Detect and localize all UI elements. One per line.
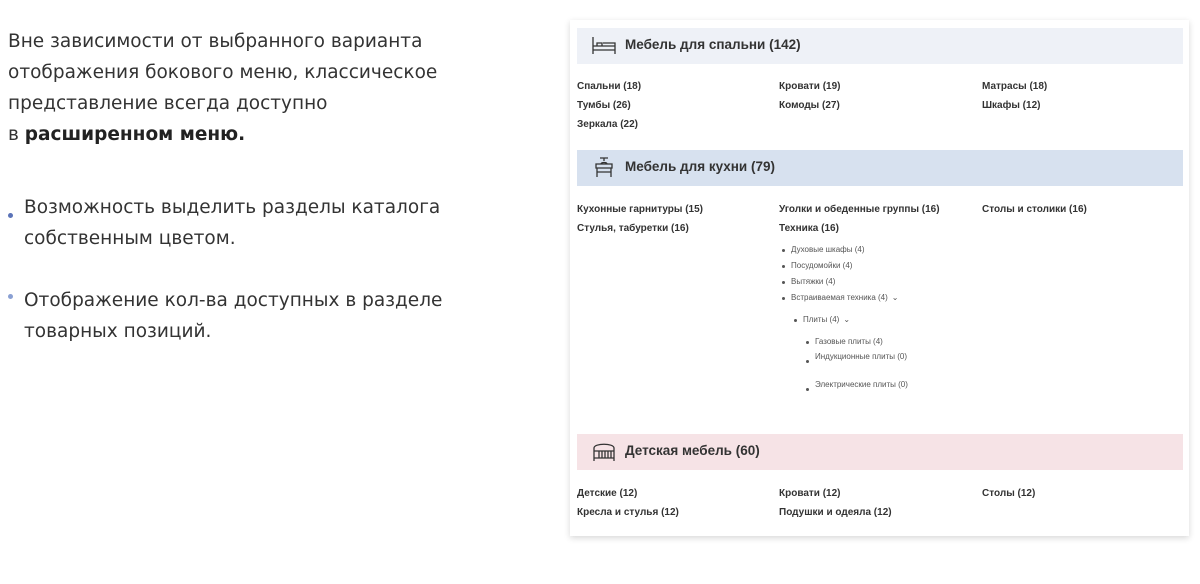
category-link[interactable]: Зеркала (22) (577, 119, 638, 130)
category-link[interactable]: Комоды (27) (779, 100, 840, 111)
bullet-dot-icon (8, 213, 13, 218)
category-title[interactable]: Мебель для кухни (79) (625, 159, 775, 174)
category-link[interactable]: Кресла и стулья (12) (577, 507, 679, 518)
category-link[interactable]: Столы и столики (16) (982, 204, 1087, 215)
bed-icon (591, 33, 617, 59)
category-link[interactable]: Кровати (12) (779, 488, 841, 499)
bullet-dot-icon (782, 281, 785, 284)
category-items-kids (577, 470, 1183, 530)
subcategory-link[interactable] (781, 245, 865, 254)
bullet-dot-icon (8, 294, 13, 299)
subcategory-link[interactable] (805, 337, 883, 346)
feature-line-1: Возможность выделить разделы каталога (24, 197, 441, 218)
category-link[interactable]: Шкафы (12) (982, 100, 1041, 111)
category-title[interactable]: Детская мебель (60) (625, 443, 760, 458)
intro-text (8, 26, 458, 150)
category-link[interactable]: Столы (12) (982, 488, 1036, 499)
feature-line-2: собственным цветом. (24, 228, 236, 249)
category-link[interactable]: Подушки и одеяла (12) (779, 507, 892, 518)
category-link[interactable]: Детские (12) (577, 488, 638, 499)
feature-line-1: Отображение кол-ва доступных в разделе (24, 290, 443, 311)
category-header-kids[interactable] (577, 434, 1183, 470)
category-items-kitchen (577, 186, 1183, 434)
category-items-bedroom (577, 64, 1183, 150)
category-header-kitchen[interactable] (577, 150, 1183, 186)
bullet-dot-icon (806, 388, 809, 391)
intro-line-4 (8, 119, 458, 150)
chevron-down-icon[interactable]: ⌄ (843, 315, 851, 324)
intro-line-1: Вне зависимости от выбранного варианта (8, 31, 423, 52)
feature-line-2: товарных позиций. (24, 321, 212, 342)
bullet-dot-icon (794, 319, 797, 322)
subcategory-label: Индукционные плиты (0) (815, 352, 907, 361)
category-header-bedroom[interactable] (577, 28, 1183, 64)
category-link[interactable]: Кровати (19) (779, 81, 841, 92)
category-link[interactable]: Техника (16) (779, 223, 839, 234)
bullet-dot-icon (782, 249, 785, 252)
intro-line-3: представление всегда доступно (8, 93, 328, 114)
subcategory-link[interactable] (781, 261, 852, 270)
subcategory-link[interactable] (793, 315, 850, 324)
subcategory-link[interactable] (805, 351, 925, 362)
feature-item (8, 192, 458, 254)
subcategory-label: Духовые шкафы (4) (791, 245, 865, 254)
intro-line-4-prefix: в (8, 124, 25, 145)
category-title[interactable]: Мебель для спальни (142) (625, 37, 801, 52)
category-link[interactable]: Матрасы (18) (982, 81, 1048, 92)
category-link[interactable]: Стулья, табуретки (16) (577, 223, 689, 234)
category-link[interactable]: Кухонные гарнитуры (15) (577, 204, 703, 215)
subcategory-label: Вытяжки (4) (791, 277, 836, 286)
bullet-dot-icon (782, 265, 785, 268)
subcategory-link[interactable] (805, 379, 925, 390)
category-link[interactable]: Спальни (18) (577, 81, 642, 92)
extended-menu-emphasis: расширенном меню. (24, 124, 246, 145)
subcategory-label: Посудомойки (4) (791, 261, 853, 270)
category-link[interactable]: Тумбы (26) (577, 100, 631, 111)
subcategory-label: Плиты (4) (803, 315, 840, 324)
bullet-dot-icon (806, 360, 809, 363)
subcategory-label: Встраиваемая техника (4) (791, 293, 888, 302)
intro-line-2: отображения бокового меню, классическое (8, 62, 438, 83)
chevron-down-icon[interactable]: ⌄ (891, 293, 899, 302)
kitchen-stove-icon (591, 155, 617, 181)
category-link[interactable]: Уголки и обеденные группы (16) (779, 204, 940, 215)
feature-list (8, 192, 458, 378)
bullet-dot-icon (782, 297, 785, 300)
feature-item (8, 285, 458, 347)
subcategory-label: Электрические плиты (0) (815, 380, 908, 389)
bullet-dot-icon (806, 341, 809, 344)
catalog-menu-panel (570, 20, 1189, 536)
subcategory-label: Газовые плиты (4) (815, 337, 883, 346)
subcategory-link[interactable] (781, 293, 899, 302)
crib-icon (591, 439, 617, 465)
subcategory-link[interactable] (781, 277, 835, 286)
